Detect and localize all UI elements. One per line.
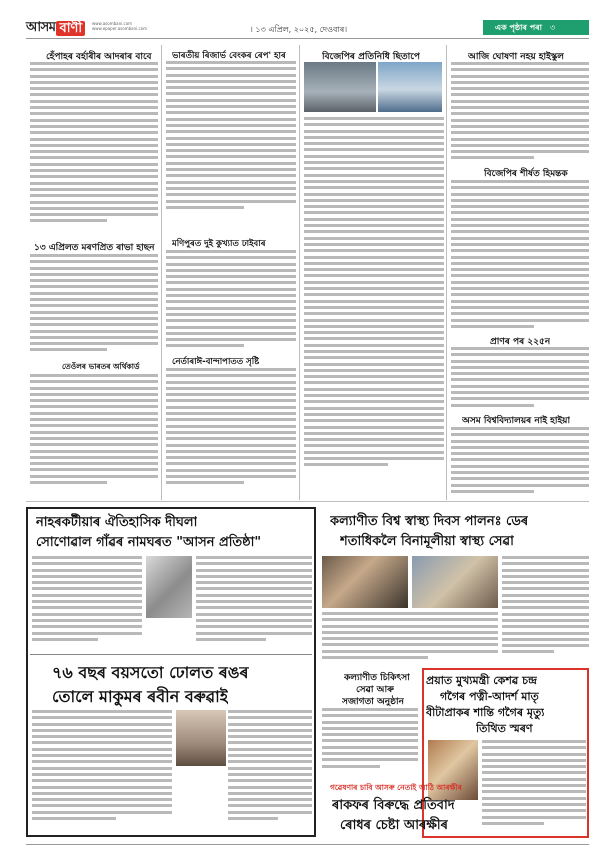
story-headline: মণিপুৰত দুই কুখ্যাত ঢাইবাৰ xyxy=(172,239,266,249)
story-photo xyxy=(378,62,442,112)
story-photo xyxy=(304,62,376,112)
feature-photo xyxy=(322,556,408,608)
footer-rule xyxy=(26,844,589,845)
story-headline: বিজেপিৰ শীৰ্ষত হিমন্তক xyxy=(484,169,568,179)
story-body xyxy=(451,62,589,166)
column-divider xyxy=(161,45,162,500)
feature-headline: নাহৰকটীয়াৰ ঐতিহাসিক দীঘলা xyxy=(36,515,198,530)
logo-text-right: বাণী xyxy=(56,21,85,36)
feature-body xyxy=(32,556,142,652)
section-divider xyxy=(26,501,589,502)
feature-subheadline: সেৱা আৰু xyxy=(356,685,394,695)
story-headline: ভাৰতীয় ৰিজাৰ্ভ বেংকৰ ৰেপ' হাৰ xyxy=(172,51,286,61)
feature-body xyxy=(502,556,589,666)
feature-headline: শতাধিকলৈ বিনামূলীয়া স্বাস্থ্য সেৱা xyxy=(340,534,514,549)
feature-photo xyxy=(146,556,192,618)
column-divider xyxy=(446,45,447,500)
feature-body xyxy=(196,556,312,652)
story-body xyxy=(30,374,158,494)
logo-text-left: আসম xyxy=(26,19,56,35)
feature-body xyxy=(322,708,418,778)
feature-headline: তোলে মাকুমৰ ৰবীন বৰুৱাই xyxy=(52,687,229,706)
feature-subheadline: সজাগতা অনুষ্ঠান xyxy=(342,697,405,707)
red-strapline: গৱেষণাৰ চাবি আসৰু নেতাই আঠি আৰক্ষীৰ xyxy=(330,783,462,792)
story-body xyxy=(304,117,444,497)
issue-date: । ১৩ এপ্ৰিল, ২০২৫, দেওবাৰ। xyxy=(250,25,348,34)
story-headline: নেৰ্তাৰাঈ-বান্দাপাতত সৃষ্টি xyxy=(172,357,260,367)
story-body xyxy=(166,368,296,496)
feature-headline: ৭৬ বছৰ বয়সতো ঢোলত ৰঙৰ xyxy=(52,663,249,682)
story-headline: অসম বিশ্ববিদ্যালয়ৰ নাই হাইয়া xyxy=(462,416,571,426)
feature-body xyxy=(322,612,498,664)
masthead xyxy=(0,0,610,50)
feature-headline: বীটাপ্ৰাকৰ শান্তি গগৈৰ মৃত্যু xyxy=(426,706,545,719)
feature-body xyxy=(32,710,172,832)
web-addresses xyxy=(92,21,147,31)
story-body xyxy=(451,347,589,411)
feature-headline: কল্যাণীত বিশ্ব স্বাস্থ্য দিবস পালনঃ ডেৰ xyxy=(330,514,529,529)
story-body xyxy=(451,427,589,497)
story-body xyxy=(166,61,296,221)
feature-subheadline: কল্যাণীত চিকিৎসা xyxy=(344,673,410,683)
page-indicator xyxy=(483,20,589,35)
website-url: www.asombani.com xyxy=(92,21,133,26)
page-number: ৩ xyxy=(549,23,556,32)
feature-photo xyxy=(176,710,226,766)
story-body xyxy=(30,254,158,360)
feature-divider xyxy=(30,654,312,655)
story-headline: আজি ঘোষণা নহয় হাইস্কুল xyxy=(468,52,564,62)
story-body xyxy=(30,62,158,238)
header-rule xyxy=(26,38,589,39)
story-body xyxy=(451,180,589,340)
feature-body xyxy=(482,740,586,834)
story-headline: বিজেপিৰ প্ৰতিনিধি ছিতাপে xyxy=(322,52,420,62)
feature-body xyxy=(228,710,312,832)
feature-headline: সোণোৱাল গাঁৱৰ নামঘৰত "আসন প্ৰতিষ্ঠা" xyxy=(36,535,262,550)
column-divider xyxy=(299,45,300,500)
story-body xyxy=(166,250,296,355)
story-headline: হেঁপাহৰ বৰ্হাৰীৰ আদৰাৰ বাবে xyxy=(46,52,152,62)
feature-headline: গগৈৰ পত্নী-আদৰ্শ মাতৃ xyxy=(440,690,539,703)
feature-headline: প্ৰয়াত মুখ্যমন্ত্ৰী কেশৱ চন্দ্ৰ xyxy=(426,674,537,687)
page-label: এক পৃষ্ঠাৰ পৰা xyxy=(495,23,542,32)
feature-headline: ৰাকফৰ বিৰুদ্ধে প্ৰতিবাদ xyxy=(332,798,455,813)
newspaper-logo xyxy=(26,20,85,36)
epaper-url: www.epaper.asombani.com xyxy=(92,26,148,31)
story-headline: তেওঁলৰ ভাৰতৰ অৰ্থিকাৰ্ড xyxy=(62,362,140,371)
feature-headline: তিথিত স্মৰণ xyxy=(476,722,533,735)
feature-photo xyxy=(412,556,498,608)
story-headline: প্ৰাণৰ পৰ ২২৫ন xyxy=(490,337,551,347)
feature-headline: ৰোধৰ চেষ্টা আৰক্ষীৰ xyxy=(340,818,448,833)
story-headline: ১৩ এপ্ৰিলত মৰণপ্ৰিত ৰাভা হাছন xyxy=(34,243,155,253)
